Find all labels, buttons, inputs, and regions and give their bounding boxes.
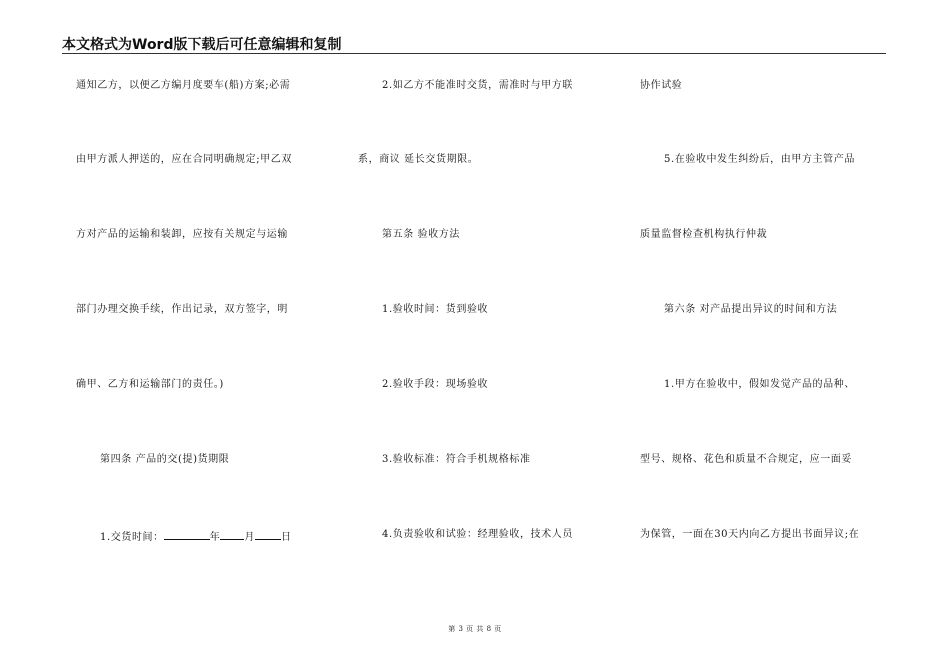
right-line-7: 为保管，一面在30天内向乙方提出书面异议;在	[640, 529, 860, 540]
left-line-1: 通知乙方，以便乙方编月度要车(船)方案;必需	[76, 80, 291, 91]
middle-line-7: 4.负责验收和试验：经理验收，技术人员	[382, 529, 573, 540]
right-line-6: 型号、规格、花色和质量不合规定，应一面妥	[640, 454, 852, 465]
year-blank	[164, 529, 210, 540]
header-divider	[62, 53, 886, 54]
day-label: 日	[280, 532, 292, 543]
right-line-2: 5.在验收中发生纠纷后，由甲方主管产品	[664, 154, 855, 165]
section-heading-4: 第四条 产品的交(提)货期限	[100, 454, 230, 465]
right-line-5: 1.甲方在验收中，假如发觉产品的品种、	[664, 379, 855, 390]
page-indicator: 第 3 页 共 8 页	[448, 625, 502, 633]
month-label: 月	[244, 532, 255, 543]
middle-line-6: 3.验收标准：符合手机规格标准	[382, 454, 531, 465]
left-line-3: 方对产品的运输和装卸，应按有关规定与运输	[76, 229, 288, 240]
section-heading-5: 第五条 验收方法	[382, 229, 460, 240]
right-line-3: 质量监督检查机构执行仲裁	[640, 229, 768, 240]
middle-line-2: 系，商议 延长交货期限。	[358, 154, 479, 165]
left-line-4: 部门办理交换手续，作出记录，双方签字，明	[76, 304, 288, 315]
right-line-1: 协作试验	[640, 80, 683, 91]
delivery-time-label: 1.交货时间：	[100, 532, 164, 543]
document-header-title: 本文格式为Word版下载后可任意编辑和复制	[62, 37, 342, 53]
middle-line-1: 2.如乙方不能准时交货，需准时与甲方联	[382, 80, 573, 91]
middle-line-5: 2.验收手段：现场验收	[382, 379, 489, 390]
year-label: 年	[209, 532, 221, 543]
month-blank	[220, 529, 244, 540]
section-heading-6: 第六条 对产品提出异议的时间和方法	[664, 304, 838, 315]
left-line-2: 由甲方派人押送的，应在合同明确规定;甲乙双	[76, 154, 292, 165]
day-blank	[255, 529, 281, 540]
delivery-time-line	[100, 529, 292, 544]
left-line-5: 确甲、乙方和运输部门的责任。)	[76, 379, 224, 390]
middle-line-4: 1.验收时间：货到验收	[382, 304, 489, 315]
